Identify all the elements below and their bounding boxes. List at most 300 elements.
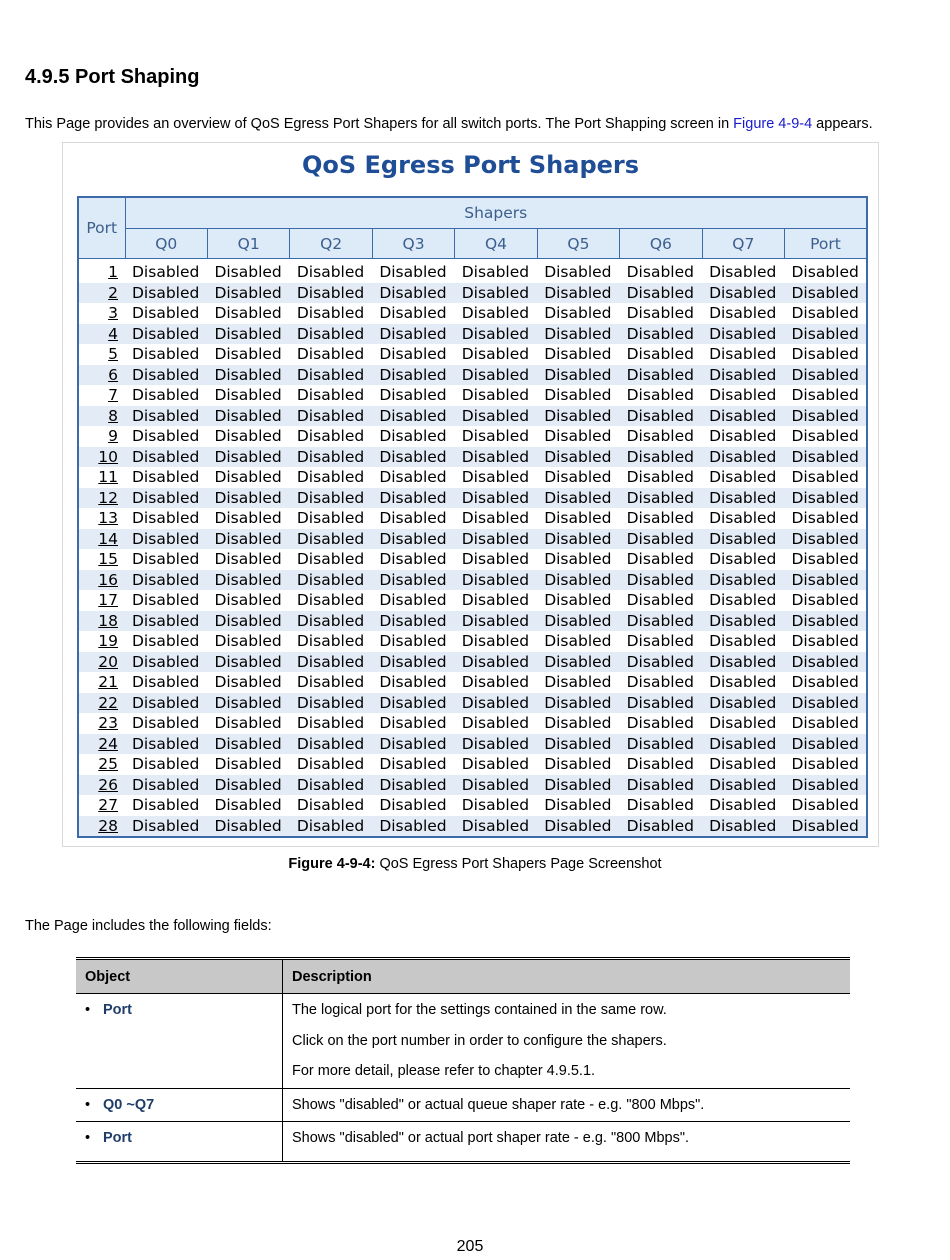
column-header-q7: Q7 (702, 229, 784, 259)
shaper-status-cell: Disabled (785, 570, 868, 591)
port-cell (78, 693, 125, 714)
shaper-status-cell: Disabled (709, 632, 777, 651)
shaper-status-cell: Disabled (214, 673, 282, 692)
port-cell (78, 426, 125, 447)
port-link[interactable]: 16 (98, 570, 118, 589)
shaper-status-cell: Disabled (290, 324, 372, 345)
description-line: Shows "disabled" or actual queue shaper rate - e.g. "800 Mbps". (292, 1096, 705, 1113)
description-line: The logical port for the settings contained in the same row. (292, 1002, 667, 1018)
shaper-status-cell: Disabled (379, 673, 447, 692)
port-cell (78, 590, 125, 611)
shaper-status-cell: Disabled (455, 570, 537, 591)
caption-label: Figure 4-9-4: (288, 856, 376, 872)
intro-text-end: appears. (812, 116, 873, 132)
shaper-status-cell: Disabled (544, 304, 612, 323)
shaper-status-cell: Disabled (709, 427, 777, 446)
table-row (78, 713, 867, 734)
shaper-status-cell: Disabled (537, 447, 619, 468)
shaper-status-cell: Disabled (125, 775, 207, 796)
shapers-group-header: Shapers (125, 197, 867, 229)
field-description-body (76, 994, 850, 1163)
shaper-status-cell: Disabled (455, 775, 537, 796)
shaper-status-cell: Disabled (455, 529, 537, 550)
shaper-status-cell: Disabled (791, 263, 859, 282)
shaper-status-cell: Disabled (296, 591, 365, 610)
shaper-status-cell: Disabled (207, 611, 289, 632)
screenshot-title: QoS Egress Port Shapers (301, 151, 640, 179)
shaper-status-cell: Disabled (207, 324, 289, 345)
shaper-status-cell: Disabled (785, 324, 868, 345)
shapers-table (77, 196, 868, 838)
column-header-q4: Q4 (455, 229, 537, 259)
table-row (78, 488, 867, 509)
column-header-q6: Q6 (620, 229, 702, 259)
table-row (76, 1122, 850, 1163)
shaper-status-cell: Disabled (544, 591, 612, 610)
port-link[interactable]: 14 (98, 529, 118, 548)
shaper-status-cell: Disabled (544, 714, 612, 733)
shaper-status-cell: Disabled (379, 345, 447, 364)
shaper-status-cell: Disabled (461, 345, 530, 364)
shaper-status-cell: Disabled (132, 591, 200, 610)
port-cell (78, 631, 125, 652)
table-row (78, 303, 867, 324)
port-link[interactable]: 27 (98, 796, 118, 815)
shaper-status-cell: Disabled (379, 714, 447, 733)
shaper-status-cell: Disabled (702, 529, 784, 550)
shaper-status-cell: Disabled (372, 652, 454, 673)
shaper-status-cell: Disabled (214, 714, 282, 733)
shaper-status-cell: Disabled (709, 755, 777, 774)
shaper-status-cell: Disabled (372, 324, 454, 345)
page-number: 205 (456, 1238, 484, 1255)
port-link[interactable]: 17 (98, 591, 118, 610)
shaper-status-cell: Disabled (620, 529, 702, 550)
port-cell (78, 259, 125, 283)
shaper-status-cell: Disabled (132, 673, 200, 692)
shaper-status-cell: Disabled (207, 488, 289, 509)
bullet-icon: • (85, 1096, 91, 1113)
shaper-status-cell: Disabled (379, 550, 447, 569)
section-title: 4.9.5 Port Shaping (25, 66, 200, 88)
shaper-status-cell: Disabled (785, 283, 868, 304)
table-row (78, 259, 867, 283)
port-cell (78, 406, 125, 427)
shaper-status-cell: Disabled (461, 427, 530, 446)
shaper-status-cell: Disabled (709, 304, 777, 323)
table-row (78, 426, 867, 447)
shaper-status-cell: Disabled (379, 468, 447, 487)
shaper-status-cell: Disabled (626, 796, 694, 815)
column-header-q3: Q3 (372, 229, 454, 259)
port-link[interactable]: 3 (108, 304, 118, 323)
shaper-status-cell: Disabled (626, 632, 694, 651)
shaper-status-cell: Disabled (461, 304, 530, 323)
shaper-status-cell: Disabled (461, 509, 530, 528)
port-link[interactable]: 20 (98, 652, 118, 671)
shaper-status-cell: Disabled (702, 406, 784, 427)
shaper-status-cell: Disabled (791, 304, 859, 323)
shaper-status-cell: Disabled (296, 386, 365, 405)
shaper-status-cell: Disabled (214, 755, 282, 774)
shaper-status-cell: Disabled (214, 550, 282, 569)
port-cell (78, 611, 125, 632)
shaper-status-cell: Disabled (379, 591, 447, 610)
shaper-status-cell: Disabled (455, 693, 537, 714)
shaper-status-cell: Disabled (620, 775, 702, 796)
shaper-status-cell: Disabled (207, 447, 289, 468)
description-line: Shows "disabled" or actual port shaper rate - e.g. "800 Mbps". (292, 1130, 689, 1146)
description-cell (283, 994, 851, 1089)
shaper-status-cell: Disabled (544, 673, 612, 692)
intro-paragraph (25, 116, 873, 132)
port-link[interactable]: 23 (98, 714, 118, 733)
port-link[interactable]: 28 (98, 816, 118, 835)
port-cell (78, 488, 125, 509)
shaper-status-cell: Disabled (372, 406, 454, 427)
shaper-status-cell: Disabled (702, 816, 784, 838)
table-row (78, 365, 867, 386)
caption-text: QoS Egress Port Shapers Page Screenshot (375, 856, 662, 872)
shaper-status-cell: Disabled (455, 611, 537, 632)
shaper-status-cell: Disabled (207, 529, 289, 550)
shaper-status-cell: Disabled (372, 447, 454, 468)
shaper-status-cell: Disabled (702, 365, 784, 386)
shaper-status-cell: Disabled (207, 652, 289, 673)
port-link[interactable]: 25 (98, 755, 118, 774)
table-row (78, 324, 867, 345)
table-row (78, 693, 867, 714)
port-link[interactable]: 7 (108, 386, 118, 405)
shaper-status-cell: Disabled (544, 632, 612, 651)
shaper-status-cell: Disabled (620, 324, 702, 345)
table-row (78, 344, 867, 365)
shaper-status-cell: Disabled (296, 427, 365, 446)
port-cell (78, 283, 125, 304)
table-row (78, 467, 867, 488)
bullet-icon: • (85, 1130, 91, 1146)
shaper-status-cell: Disabled (455, 324, 537, 345)
shaper-status-cell: Disabled (537, 529, 619, 550)
shaper-status-cell: Disabled (379, 263, 447, 282)
shaper-status-cell: Disabled (296, 468, 365, 487)
shapers-table-body (78, 259, 867, 838)
shaper-status-cell: Disabled (290, 283, 372, 304)
shaper-status-cell: Disabled (620, 406, 702, 427)
shaper-status-cell: Disabled (296, 509, 365, 528)
shaper-status-cell: Disabled (702, 652, 784, 673)
shaper-status-cell: Disabled (207, 693, 289, 714)
shaper-status-cell: Disabled (709, 263, 777, 282)
shaper-status-cell: Disabled (537, 652, 619, 673)
shaper-status-cell: Disabled (461, 591, 530, 610)
shaper-status-cell: Disabled (372, 693, 454, 714)
shaper-status-cell: Disabled (620, 734, 702, 755)
shaper-status-cell: Disabled (537, 611, 619, 632)
shaper-status-cell: Disabled (537, 324, 619, 345)
shaper-status-cell: Disabled (709, 468, 777, 487)
shaper-status-cell: Disabled (791, 509, 859, 528)
table-row (78, 549, 867, 570)
port-link[interactable]: 26 (98, 775, 118, 794)
shaper-status-cell: Disabled (379, 304, 447, 323)
shaper-status-cell: Disabled (214, 591, 282, 610)
fields-intro: The Page includes the following fields: (25, 918, 272, 934)
shaper-status-cell: Disabled (372, 775, 454, 796)
description-cell (283, 1122, 851, 1163)
shaper-status-cell: Disabled (544, 509, 612, 528)
port-cell (78, 508, 125, 529)
table-row (78, 816, 867, 838)
shaper-status-cell: Disabled (132, 755, 200, 774)
shaper-status-cell: Disabled (785, 652, 868, 673)
shaper-status-cell: Disabled (461, 263, 530, 282)
shaper-status-cell: Disabled (214, 304, 282, 323)
port-cell (78, 549, 125, 570)
shaper-status-cell: Disabled (626, 468, 694, 487)
column-header-port: Port (785, 229, 868, 259)
shaper-status-cell: Disabled (620, 611, 702, 632)
shaper-status-cell: Disabled (709, 714, 777, 733)
port-link[interactable]: 11 (98, 468, 118, 487)
shaper-status-cell: Disabled (125, 283, 207, 304)
description-line: For more detail, please refer to chapter 4.9.5.1. (292, 1063, 596, 1079)
shaper-status-cell: Disabled (791, 796, 859, 815)
shaper-status-cell: Disabled (214, 509, 282, 528)
shaper-status-cell: Disabled (372, 283, 454, 304)
shaper-status-cell: Disabled (132, 550, 200, 569)
shaper-status-cell: Disabled (461, 673, 530, 692)
shaper-status-cell: Disabled (455, 652, 537, 673)
shaper-status-cell: Disabled (785, 611, 868, 632)
bullet-icon: • (85, 1002, 91, 1018)
shaper-status-cell: Disabled (132, 509, 200, 528)
shaper-status-cell: Disabled (791, 714, 859, 733)
shaper-status-cell: Disabled (132, 304, 200, 323)
shaper-status-cell: Disabled (626, 509, 694, 528)
shaper-status-cell: Disabled (455, 488, 537, 509)
shaper-status-cell: Disabled (461, 468, 530, 487)
shaper-status-cell: Disabled (626, 304, 694, 323)
port-link[interactable]: 18 (98, 611, 118, 630)
shaper-status-cell: Disabled (214, 632, 282, 651)
shaper-status-cell: Disabled (544, 550, 612, 569)
description-cell (283, 1088, 851, 1122)
port-link[interactable]: 21 (98, 673, 118, 692)
port-link[interactable]: 9 (108, 427, 118, 446)
shaper-status-cell: Disabled (290, 775, 372, 796)
shaper-status-cell: Disabled (791, 386, 859, 405)
shaper-status-cell: Disabled (125, 611, 207, 632)
port-link[interactable]: 24 (98, 734, 118, 753)
shaper-status-cell: Disabled (290, 488, 372, 509)
column-header-q0: Q0 (125, 229, 207, 259)
port-link[interactable]: 10 (98, 447, 118, 466)
figure-link[interactable]: Figure 4-9-4 (733, 116, 813, 132)
port-cell (78, 365, 125, 386)
shaper-status-cell: Disabled (537, 488, 619, 509)
shaper-status-cell: Disabled (132, 632, 200, 651)
shaper-status-cell: Disabled (709, 386, 777, 405)
table-row (78, 385, 867, 406)
shaper-status-cell: Disabled (544, 796, 612, 815)
port-link[interactable]: 5 (108, 345, 118, 364)
port-link[interactable]: 19 (98, 632, 118, 651)
shaper-status-cell: Disabled (455, 816, 537, 838)
port-cell (78, 467, 125, 488)
shaper-status-cell: Disabled (626, 345, 694, 364)
shaper-status-cell: Disabled (626, 591, 694, 610)
shaper-status-cell: Disabled (709, 796, 777, 815)
shaper-status-cell: Disabled (626, 714, 694, 733)
port-link[interactable]: 2 (108, 283, 118, 302)
shaper-status-cell: Disabled (372, 365, 454, 386)
object-cell (76, 1088, 283, 1122)
shaper-status-cell: Disabled (372, 816, 454, 838)
port-link[interactable]: 6 (108, 365, 118, 384)
shaper-status-cell: Disabled (125, 693, 207, 714)
shaper-status-cell: Disabled (132, 468, 200, 487)
shaper-status-cell: Disabled (791, 755, 859, 774)
shaper-status-cell: Disabled (290, 529, 372, 550)
shaper-status-cell: Disabled (702, 324, 784, 345)
port-link[interactable]: 12 (98, 488, 118, 507)
shaper-status-cell: Disabled (702, 734, 784, 755)
table-row (78, 775, 867, 796)
shaper-status-cell: Disabled (125, 529, 207, 550)
shaper-status-cell: Disabled (702, 775, 784, 796)
shaper-status-cell: Disabled (785, 365, 868, 386)
shaper-status-cell: Disabled (372, 734, 454, 755)
port-cell (78, 754, 125, 775)
shaper-status-cell: Disabled (290, 652, 372, 673)
shaper-status-cell: Disabled (132, 386, 200, 405)
table-row (78, 508, 867, 529)
shaper-status-cell: Disabled (702, 488, 784, 509)
port-cell (78, 672, 125, 693)
shaper-status-cell: Disabled (544, 468, 612, 487)
port-cell (78, 385, 125, 406)
shaper-status-cell: Disabled (296, 714, 365, 733)
shaper-status-cell: Disabled (544, 386, 612, 405)
shaper-status-cell: Disabled (132, 263, 200, 282)
shaper-status-cell: Disabled (709, 550, 777, 569)
shaper-status-cell: Disabled (702, 611, 784, 632)
shaper-status-cell: Disabled (785, 775, 868, 796)
shaper-status-cell: Disabled (785, 693, 868, 714)
shaper-status-cell: Disabled (296, 755, 365, 774)
shaper-status-cell: Disabled (791, 468, 859, 487)
port-cell (78, 570, 125, 591)
table-row (78, 611, 867, 632)
shaper-status-cell: Disabled (702, 283, 784, 304)
port-column-header: Port (78, 197, 125, 259)
object-name: Port (103, 1130, 132, 1146)
shaper-status-cell: Disabled (461, 796, 530, 815)
shaper-status-cell: Disabled (296, 673, 365, 692)
object-name: Port (103, 1002, 132, 1018)
shaper-status-cell: Disabled (709, 345, 777, 364)
shaper-status-cell: Disabled (455, 283, 537, 304)
shaper-status-cell: Disabled (207, 406, 289, 427)
table-row (78, 631, 867, 652)
shaper-status-cell: Disabled (455, 734, 537, 755)
shaper-status-cell: Disabled (132, 796, 200, 815)
shaper-status-cell: Disabled (626, 755, 694, 774)
shaper-status-cell: Disabled (544, 427, 612, 446)
shaper-status-cell: Disabled (620, 365, 702, 386)
shaper-status-cell: Disabled (702, 570, 784, 591)
shaper-status-cell: Disabled (455, 406, 537, 427)
shaper-status-cell: Disabled (207, 775, 289, 796)
shaper-status-cell: Disabled (461, 714, 530, 733)
object-cell (76, 1122, 283, 1163)
shaper-status-cell: Disabled (214, 345, 282, 364)
port-cell (78, 775, 125, 796)
shaper-status-cell: Disabled (537, 734, 619, 755)
port-link[interactable]: 15 (98, 550, 118, 569)
port-link[interactable]: 13 (98, 509, 118, 528)
shaper-status-cell: Disabled (620, 283, 702, 304)
shaper-status-cell: Disabled (214, 263, 282, 282)
shaper-status-cell: Disabled (791, 591, 859, 610)
shaper-status-cell: Disabled (125, 447, 207, 468)
port-cell (78, 344, 125, 365)
port-link[interactable]: 4 (108, 324, 118, 343)
shaper-status-cell: Disabled (620, 693, 702, 714)
column-header-row (78, 229, 867, 259)
shaper-status-cell: Disabled (296, 550, 365, 569)
table-row (76, 994, 850, 1089)
table-row (78, 652, 867, 673)
shaper-status-cell: Disabled (626, 427, 694, 446)
port-link[interactable]: 8 (108, 406, 118, 425)
port-link[interactable]: 22 (98, 693, 118, 712)
port-link[interactable]: 1 (108, 263, 118, 282)
shaper-status-cell: Disabled (296, 304, 365, 323)
shaper-status-cell: Disabled (461, 386, 530, 405)
shaper-status-cell: Disabled (626, 263, 694, 282)
shaper-status-cell: Disabled (702, 693, 784, 714)
shaper-status-cell: Disabled (620, 816, 702, 838)
shaper-status-cell: Disabled (296, 263, 365, 282)
shaper-status-cell: Disabled (537, 775, 619, 796)
shaper-status-cell: Disabled (290, 406, 372, 427)
shaper-status-cell: Disabled (785, 447, 868, 468)
table-row (76, 1088, 850, 1122)
shaper-status-cell: Disabled (537, 406, 619, 427)
shaper-status-cell: Disabled (379, 509, 447, 528)
shaper-status-cell: Disabled (207, 365, 289, 386)
shaper-status-cell: Disabled (791, 427, 859, 446)
shaper-status-cell: Disabled (207, 570, 289, 591)
shaper-status-cell: Disabled (537, 365, 619, 386)
shaper-status-cell: Disabled (296, 345, 365, 364)
shaper-status-cell: Disabled (379, 632, 447, 651)
description-column-header: Description (283, 959, 851, 994)
shaper-status-cell: Disabled (379, 755, 447, 774)
shaper-status-cell: Disabled (791, 345, 859, 364)
screenshot-figure (62, 142, 879, 847)
shaper-status-cell: Disabled (537, 283, 619, 304)
shaper-status-cell: Disabled (785, 734, 868, 755)
port-cell (78, 795, 125, 816)
shaper-status-cell: Disabled (125, 570, 207, 591)
table-row (78, 590, 867, 611)
shaper-status-cell: Disabled (290, 365, 372, 386)
shaper-status-cell: Disabled (125, 488, 207, 509)
port-cell (78, 713, 125, 734)
